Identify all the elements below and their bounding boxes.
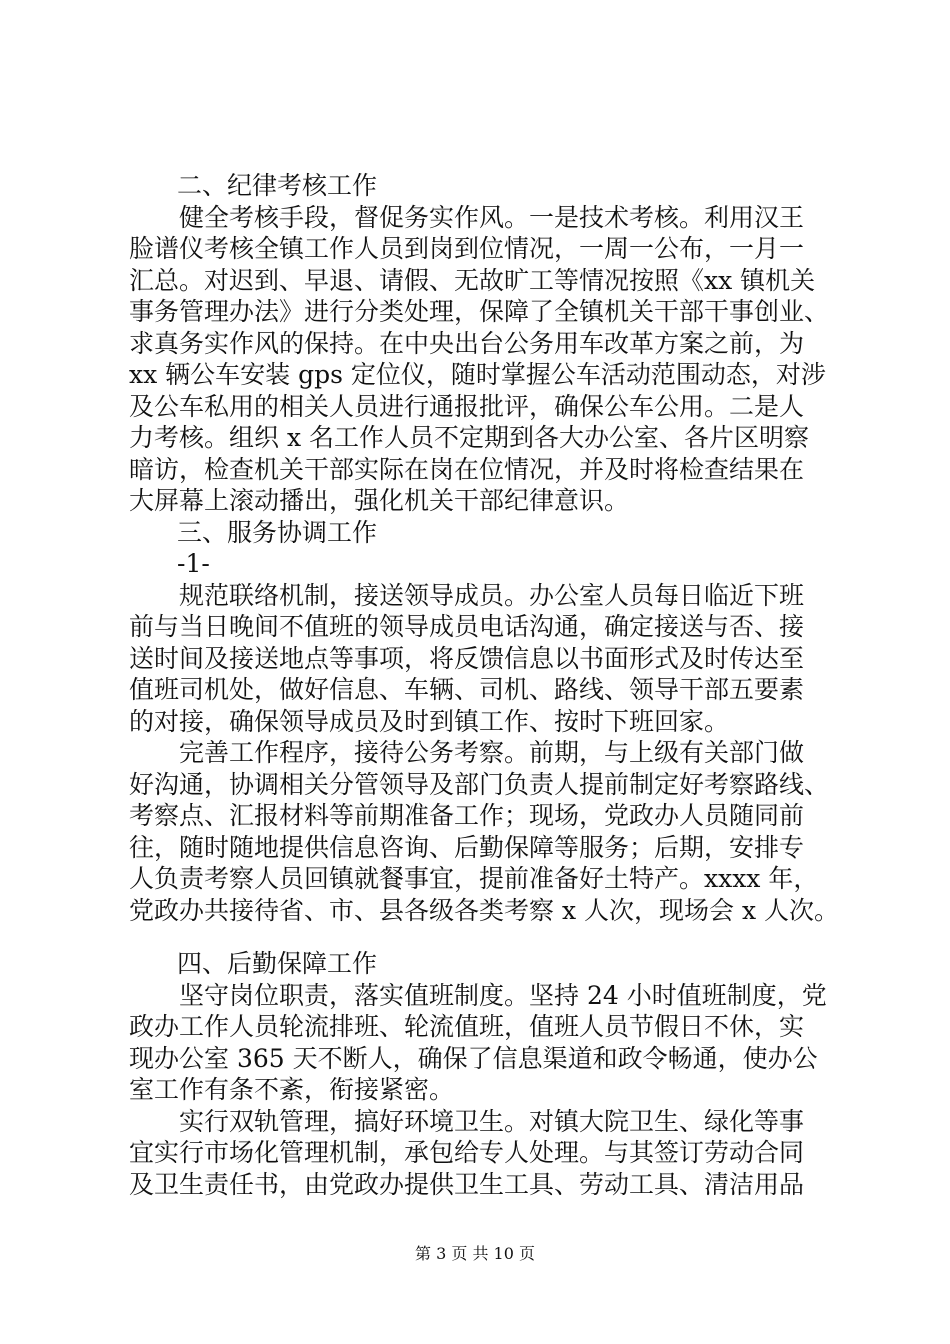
- page-footer: [0, 1244, 950, 1264]
- paragraph-line: 的对接，确保领导成员及时到镇工作、按时下班回家。: [129, 706, 730, 736]
- paragraph-line: 好沟通，协调相关分管领导及部门负责人提前制定好考察路线、: [129, 769, 830, 799]
- page-number-label: 第 3 页 共 10 页: [415, 1244, 535, 1263]
- paragraph-line: xx 辆公车安装 gps 定位仪，随时掌握公车活动范围动态，对涉: [129, 360, 826, 389]
- paragraph-line: 及卫生责任书，由党政办提供卫生工具、劳动工具、清洁用品: [129, 1169, 805, 1199]
- paragraph-line: 实行双轨管理，搞好环境卫生。对镇大院卫生、绿化等事: [179, 1106, 805, 1136]
- section-heading: 三、服务协调工作: [177, 517, 378, 547]
- paragraph-line: 大屏幕上滚动播出，强化机关干部纪律意识。: [129, 486, 630, 515]
- paragraph-line: 宜实行市场化管理机制，承包给专人处理。与其签订劳动合同: [129, 1138, 805, 1167]
- paragraph-line: 求真务实作风的保持。在中央出台公务用车改革方案之前，为: [129, 328, 805, 358]
- paragraph-line: 室工作有条不紊，衔接紧密。: [129, 1075, 455, 1104]
- paragraph-line: 现办公室 365 天不断人，确保了信息渠道和政令畅通，使办公: [129, 1043, 818, 1073]
- paragraph-line: 规范联络机制，接送领导成员。办公室人员每日临近下班: [179, 580, 805, 610]
- paragraph-line: 送时间及接送地点等事项，将反馈信息以书面形式及时传达至: [129, 643, 805, 673]
- paragraph-line: 汇总。对迟到、早退、请假、无故旷工等情况按照《xx 镇机关: [129, 265, 816, 295]
- page-marker: -1-: [177, 549, 210, 578]
- paragraph-line: 值班司机处，做好信息、车辆、司机、路线、领导干部五要素: [129, 675, 805, 704]
- paragraph-line: 完善工作程序，接待公务考察。前期，与上级有关部门做: [179, 738, 805, 767]
- paragraph-line: 坚守岗位职责，落实值班制度。坚持 24 小时值班制度，党: [179, 980, 827, 1010]
- paragraph-line: 暗访，检查机关干部实际在岗在位情况，并及时将检查结果在: [129, 454, 805, 484]
- paragraph-line: 健全考核手段，督促务实作风。一是技术考核。利用汉王: [179, 202, 805, 232]
- paragraph-line: 力考核。组织 x 名工作人员不定期到各大办公室、各片区明察: [129, 423, 809, 452]
- paragraph-line: 党政办共接待省、市、县各级各类考察 x 人次，现场会 x 人次。: [129, 895, 839, 925]
- paragraph-line: 政办工作人员轮流排班、轮流值班，值班人员节假日不休，实: [129, 1012, 805, 1041]
- section-heading: 二、纪律考核工作: [177, 171, 378, 200]
- document-body: [129, 170, 839, 1200]
- paragraph-line: 事务管理办法》进行分类处理，保障了全镇机关干部干事创业、: [129, 297, 830, 326]
- paragraph-line: 人负责考察人员回镇就餐事宜，提前准备好土特产。xxxx 年，: [129, 864, 819, 893]
- paragraph-line: 考察点、汇报材料等前期准备工作；现场，党政办人员随同前: [129, 801, 805, 830]
- paragraph-line: 前与当日晚间不值班的领导成员电话沟通，确定接送与否、接: [129, 612, 805, 641]
- blank-gap: [129, 926, 829, 948]
- section-heading: 四、后勤保障工作: [177, 949, 378, 978]
- paragraph-line: 往，随时随地提供信息咨询、后勤保障等服务；后期，安排专: [129, 832, 805, 862]
- paragraph-line: 脸谱仪考核全镇工作人员到岗到位情况，一周一公布，一月一: [129, 234, 805, 263]
- paragraph-line: 及公车私用的相关人员进行通报批评，确保公车公用。二是人: [129, 391, 805, 421]
